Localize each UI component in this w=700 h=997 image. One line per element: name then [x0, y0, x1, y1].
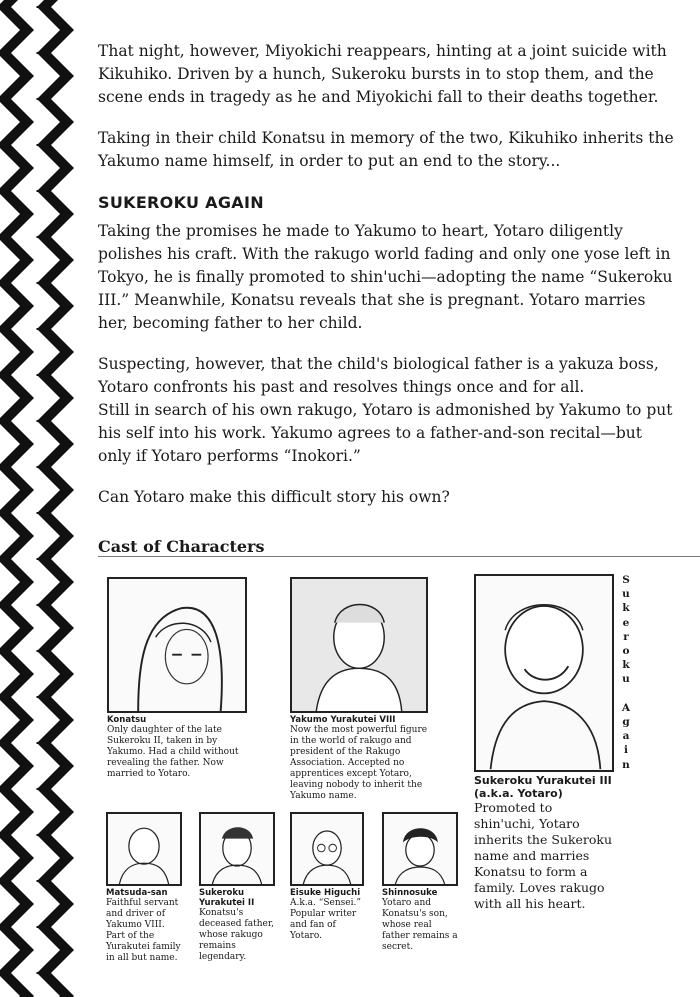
character-description: Now the most powerful figure in the world of rakugo and president of the Rakugo Association. Accepted no apprentices except Yotaro, leaving nobody to inherit the Yakumo name.: [290, 725, 428, 801]
character-higuchi: [290, 812, 364, 942]
konatsu-portrait: [107, 577, 247, 713]
section-heading: SUKEROKU AGAIN: [98, 193, 264, 212]
character-description: A.k.a. “Sensei.” Popular writer and fan of Yotaro.: [290, 898, 361, 941]
summary-paragraph: Taking the promises he made to Yakumo to heart, Yotaro diligently polishes his craft. With the rakugo world fading and only one yose left in Tokyo, he is finally promoted to shin'uchi—adopting the name “Sukeroku III.” Meanwhile, Konatsu reveals that she is pregnant. Yotaro marries her, becoming father to her child.: [98, 222, 673, 332]
character-description: Faithful servant and driver of Yakumo VIII. Part of the Yurakutei family in all but name.: [106, 898, 181, 963]
character-sukeroku-ii: [199, 812, 275, 963]
cast-title: Cast of Characters: [98, 537, 265, 556]
character-description: Konatsu's deceased father, whose rakugo remains legendary.: [199, 908, 274, 962]
summary-paragraph: Taking in their child Konatsu in memory of the two, Kikuhiko inherits the Yakumo name himself, in order to put an end to the story...: [98, 129, 674, 170]
summary-paragraph: Can Yotaro make this difficult story his own?: [98, 488, 450, 506]
character-name: Shinnosuke: [382, 888, 438, 898]
character-name: Matsuda-san: [106, 888, 168, 898]
shinnosuke-portrait: [382, 812, 458, 886]
character-yotaro: [474, 574, 614, 912]
character-matsuda: [106, 812, 182, 964]
higuchi-portrait: [290, 812, 364, 886]
character-name: Sukeroku Yurakutei II: [199, 888, 255, 908]
character-yakumo: [290, 577, 428, 802]
character-description: Yotaro and Konatsu's son, whose real father remains a secret.: [382, 898, 458, 952]
character-name: Sukeroku Yurakutei III (a.k.a. Yotaro): [474, 774, 612, 800]
summary-paragraph: Suspecting, however, that the child's biological father is a yakuza boss, Yotaro confronts his past and resolves things once and for all.: [98, 355, 659, 396]
summary-paragraph: That night, however, Miyokichi reappears, hinting at a joint suicide with Kikuhiko. Driven by a hunch, Sukeroku bursts in to stop them, and the scene ends in tragedy as he and Miyokichi fall to their deaths together.: [98, 42, 667, 106]
character-description: Only daughter of the late Sukeroku II, taken in by Yakumo. Had a child without revealing the father. Now married to Yotaro.: [107, 725, 239, 779]
summary-paragraph: Still in search of his own rakugo, Yotaro is admonished by Yakumo to put his self into his work. Yakumo agrees to a father-and-son recital—but only if Yotaro performs “Inokori.”: [98, 401, 673, 465]
character-name: Konatsu: [107, 715, 147, 725]
character-name: Yakumo Yurakutei VIII: [290, 715, 396, 725]
matsuda-portrait: [106, 812, 182, 886]
character-shinnosuke: [382, 812, 458, 953]
divider: [98, 556, 700, 557]
character-name: Eisuke Higuchi: [290, 888, 361, 898]
yotaro-portrait: [474, 574, 614, 772]
sukeroku-ii-portrait: [199, 812, 275, 886]
story-summary: [98, 40, 678, 527]
character-description: Promoted to shin'uchi, Yotaro inherits the Sukeroku name and marries Konatsu to form a family. Loves rakugo with all his heart.: [474, 800, 613, 911]
zigzag-border: [0, 0, 78, 997]
character-konatsu: [107, 577, 247, 780]
vertical-label: S u k e r o k u A g a i n: [621, 574, 631, 771]
yakumo-portrait: [290, 577, 428, 713]
